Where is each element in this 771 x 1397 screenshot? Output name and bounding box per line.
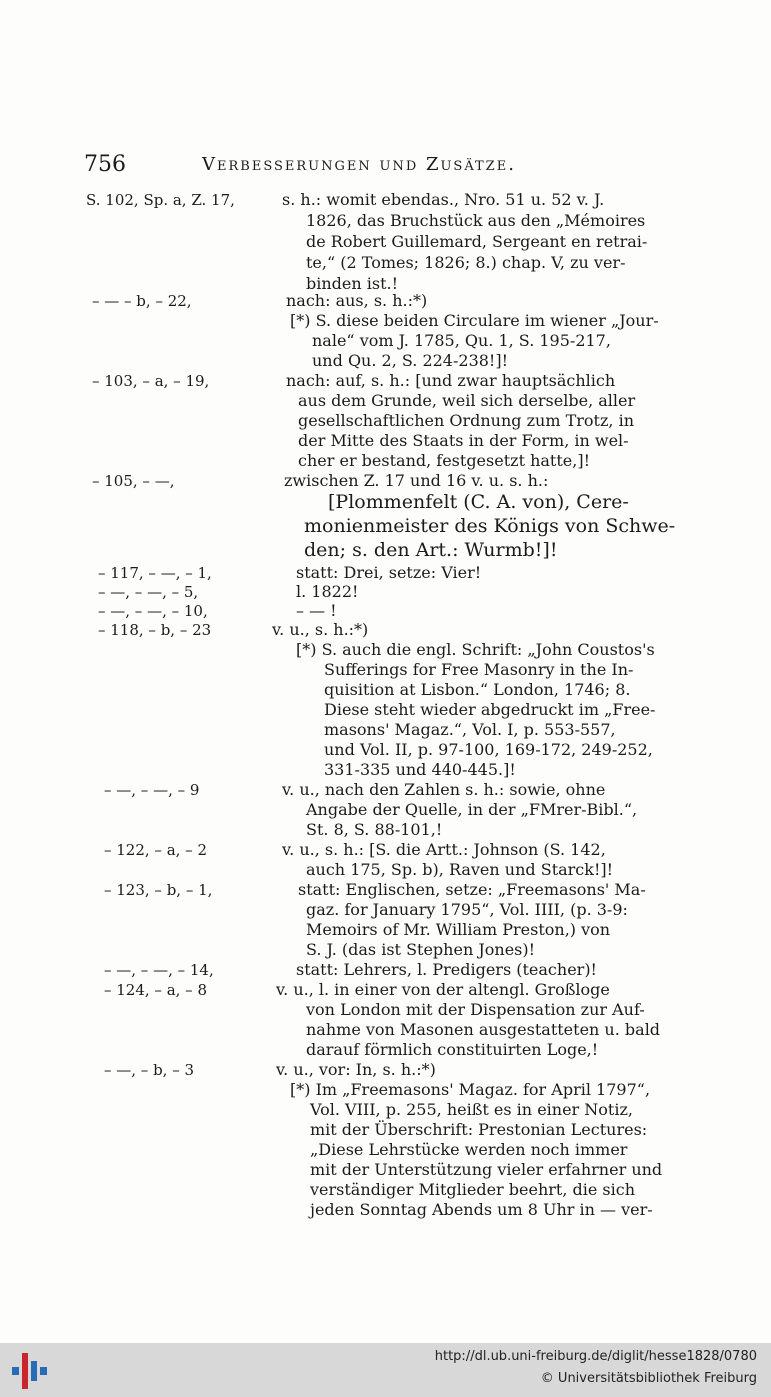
entry-line: darauf förmlich constituirten Loge,! xyxy=(306,1040,599,1059)
entry-line: Vol. VIII, p. 255, heißt es in einer Notiz, xyxy=(310,1100,633,1119)
entry-reference: – —, – —, – 9 xyxy=(104,781,200,799)
entry-line: mit der Überschrift: Prestonian Lectures: xyxy=(310,1120,648,1139)
copyright-notice: © Universitätsbibliothek Freiburg xyxy=(540,1371,757,1386)
entry-line: S. J. (das ist Stephen Jones)! xyxy=(306,940,536,959)
entry-reference: – —, – —, – 5, xyxy=(98,583,199,601)
entry-line: nahme von Masonen ausgestatteten u. bald xyxy=(306,1020,661,1039)
entry-line: „Diese Lehrstücke werden noch immer xyxy=(310,1140,628,1159)
viewer-footer xyxy=(0,1343,771,1397)
entry-line: 331-335 und 440-445.]! xyxy=(324,760,516,779)
entry-line: statt: Drei, setze: Vier! xyxy=(296,563,482,582)
entry-reference: – — – b, – 22, xyxy=(92,292,192,310)
entry-line: mit der Unterstützung vieler erfahrner und xyxy=(310,1160,663,1179)
entry-line: auch 175, Sp. b), Raven und Starck!]! xyxy=(306,860,614,879)
entry-line: Angabe der Quelle, in der „FMrer-Bibl.“, xyxy=(306,800,638,819)
library-logo-icon xyxy=(10,1351,50,1391)
running-title: Verbesserungen und Zusätze. xyxy=(202,154,516,175)
page-header xyxy=(84,152,684,182)
entry-line: v. u., vor: In, s. h.:*) xyxy=(276,1060,436,1079)
entry-line: [*) S. diese beiden Circulare im wiener „Jour- xyxy=(290,311,659,330)
entry-line: masons' Magaz.“, Vol. I, p. 553-557, xyxy=(324,720,616,739)
entry-reference: S. 102, Sp. a, Z. 17, xyxy=(86,191,235,209)
entry-reference: – —, – —, – 10, xyxy=(98,602,208,620)
entry-line: St. 8, S. 88-101,! xyxy=(306,820,443,839)
entry-line: zwischen Z. 17 und 16 v. u. s. h.: xyxy=(284,471,549,490)
entry-reference: – 103, – a, – 19, xyxy=(92,372,210,390)
entry-line: jeden Sonntag Abends um 8 Uhr in — ver- xyxy=(310,1200,653,1219)
entry-line: de Robert Guillemard, Sergeant en retrai- xyxy=(306,232,648,251)
entry-reference: – 124, – a, – 8 xyxy=(104,981,207,999)
entry-line: 1826, das Bruchstück aus den „Mémoires xyxy=(306,211,646,230)
entry-line: [*) Im „Freemasons' Magaz. for April 1797“, xyxy=(290,1080,651,1099)
entry-line: nale“ vom J. 1785, Qu. 1, S. 195-217, xyxy=(312,331,611,350)
entry-line: nach: auf, s. h.: [und zwar hauptsächlich xyxy=(286,371,616,390)
entry-line: s. h.: womit ebendas., Nro. 51 u. 52 v. J. xyxy=(282,190,605,209)
entry-reference: – 123, – b, – 1, xyxy=(104,881,213,899)
entry-reference: – 118, – b, – 23 xyxy=(98,621,212,639)
entry-line: v. u., l. in einer von der altengl. Großloge xyxy=(276,980,610,999)
entry-line: [*) S. auch die engl. Schrift: „John Coustos's xyxy=(296,640,655,659)
entry-reference: – —, – —, – 14, xyxy=(104,961,214,979)
entry-line: [Plommenfelt (C. A. von), Cere- xyxy=(328,491,629,513)
entry-line: te,“ (2 Tomes; 1826; 8.) chap. V, zu ver- xyxy=(306,253,626,272)
entry-line: – — ! xyxy=(296,601,337,620)
entry-line: cher er bestand, festgesetzt hatte,]! xyxy=(298,451,591,470)
entry-line: den; s. den Art.: Wurmb!]! xyxy=(304,539,558,561)
entry-line: v. u., s. h.:*) xyxy=(272,620,369,639)
entry-reference: – —, – b, – 3 xyxy=(104,1061,195,1079)
entry-line: und Vol. II, p. 97-100, 169-172, 249-252, xyxy=(324,740,653,759)
entry-line: quisition at Lisbon.“ London, 1746; 8. xyxy=(324,680,631,699)
permalink-url[interactable]: http://dl.ub.uni-freiburg.de/diglit/hesse1828/0780 xyxy=(434,1349,757,1364)
entry-line: verständiger Mitglieder beehrt, die sich xyxy=(310,1180,636,1199)
page-number: 756 xyxy=(84,152,126,177)
entry-line: von London mit der Dispensation zur Auf- xyxy=(306,1000,645,1019)
entry-line: l. 1822! xyxy=(296,582,359,601)
entry-line: binden ist.! xyxy=(306,274,399,293)
entry-line: nach: aus, s. h.:*) xyxy=(286,291,428,310)
entry-line: v. u., nach den Zahlen s. h.: sowie, ohne xyxy=(282,780,606,799)
entry-reference: – 105, – —, xyxy=(92,472,175,490)
entry-line: Memoirs of Mr. William Preston,) von xyxy=(306,920,611,939)
entry-line: gesellschaftlichen Ordnung zum Trotz, in xyxy=(298,411,634,430)
entry-reference: – 122, – a, – 2 xyxy=(104,841,207,859)
entry-line: monienmeister des Königs von Schwe- xyxy=(304,515,676,537)
entry-line: aus dem Grunde, weil sich derselbe, aller xyxy=(298,391,636,410)
entry-line: Diese steht wieder abgedruckt im „Free- xyxy=(324,700,656,719)
entry-line: Sufferings for Free Masonry in the In- xyxy=(324,660,634,679)
entry-reference: – 117, – —, – 1, xyxy=(98,564,212,582)
entry-line: gaz. for January 1795“, Vol. IIII, (p. 3-9: xyxy=(306,900,628,919)
entry-line: der Mitte des Staats in der Form, in wel- xyxy=(298,431,629,450)
entry-line: statt: Englischen, setze: „Freemasons' Ma- xyxy=(298,880,646,899)
entry-line: und Qu. 2, S. 224-238!]! xyxy=(312,351,509,370)
entry-line: v. u., s. h.: [S. die Artt.: Johnson (S. 142, xyxy=(282,840,606,859)
entry-line: statt: Lehrers, l. Predigers (teacher)! xyxy=(296,960,597,979)
